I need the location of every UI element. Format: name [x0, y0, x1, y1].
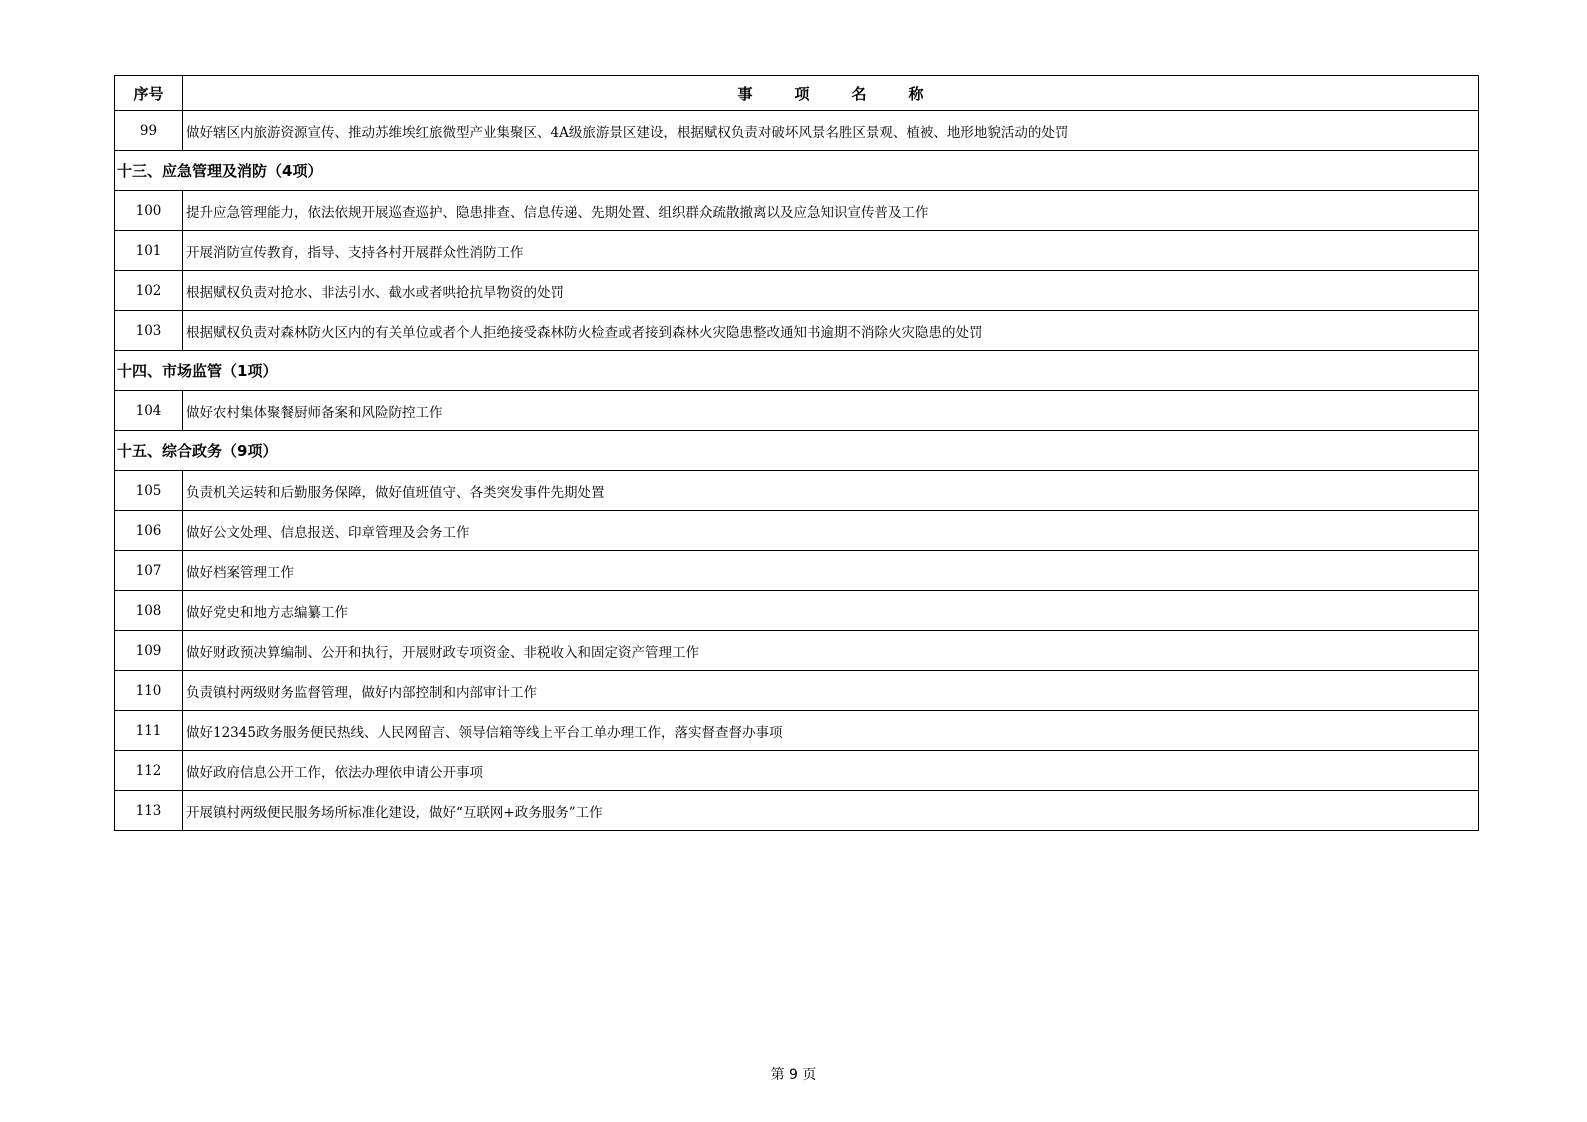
- item-number: 103: [115, 311, 183, 351]
- table-row: [115, 751, 1479, 791]
- item-name: 提升应急管理能力，依法依规开展巡查巡护、隐患排查、信息传递、先期处置、组织群众疏散撤离以及应急知识宣传普及工作: [183, 191, 1479, 231]
- item-number: 105: [115, 471, 183, 511]
- header-name-text: 事项名称: [737, 84, 966, 103]
- item-number: 102: [115, 271, 183, 311]
- section-row: [115, 351, 1479, 391]
- item-number: 100: [115, 191, 183, 231]
- table-row: [115, 551, 1479, 591]
- table-row: [115, 311, 1479, 351]
- table-row: [115, 631, 1479, 671]
- item-name: 做好农村集体聚餐厨师备案和风险防控工作: [183, 391, 1479, 431]
- matters-table-body: [115, 76, 1479, 831]
- item-name: 做好公文处理、信息报送、印章管理及会务工作: [183, 511, 1479, 551]
- item-name: 根据赋权负责对抢水、非法引水、截水或者哄抢抗旱物资的处罚: [183, 271, 1479, 311]
- table-row: [115, 231, 1479, 271]
- item-number: 108: [115, 591, 183, 631]
- item-number: 107: [115, 551, 183, 591]
- table-row: [115, 391, 1479, 431]
- item-number: 111: [115, 711, 183, 751]
- matters-table: [114, 75, 1479, 831]
- item-number: 99: [115, 111, 183, 151]
- table-row: [115, 271, 1479, 311]
- item-name: 做好辖区内旅游资源宣传、推动苏维埃红旅微型产业集聚区、4A级旅游景区建设，根据赋权负责对破坏风景名胜区景观、植被、地形地貌活动的处罚: [183, 111, 1479, 151]
- section-title: 十三、应急管理及消防（4项）: [115, 151, 1479, 191]
- table-row: [115, 671, 1479, 711]
- item-number: 113: [115, 791, 183, 831]
- item-name: 根据赋权负责对森林防火区内的有关单位或者个人拒绝接受森林防火检查或者接到森林火灾隐患整改通知书逾期不消除火灾隐患的处罚: [183, 311, 1479, 351]
- item-number: 106: [115, 511, 183, 551]
- header-name: [183, 76, 1479, 111]
- table-row: [115, 191, 1479, 231]
- item-name: 做好12345政务服务便民热线、人民网留言、领导信箱等线上平台工单办理工作，落实督查督办事项: [183, 711, 1479, 751]
- header-num: 序号: [115, 76, 183, 111]
- item-name: 做好党史和地方志编纂工作: [183, 591, 1479, 631]
- item-number: 112: [115, 751, 183, 791]
- item-name: 负责镇村两级财务监督管理，做好内部控制和内部审计工作: [183, 671, 1479, 711]
- table-row: [115, 511, 1479, 551]
- item-number: 109: [115, 631, 183, 671]
- item-name: 做好财政预决算编制、公开和执行，开展财政专项资金、非税收入和固定资产管理工作: [183, 631, 1479, 671]
- table-row: [115, 711, 1479, 751]
- table-row: [115, 471, 1479, 511]
- item-name: 开展镇村两级便民服务场所标准化建设，做好“互联网+政务服务”工作: [183, 791, 1479, 831]
- section-row: [115, 431, 1479, 471]
- item-name: 做好档案管理工作: [183, 551, 1479, 591]
- table-header-row: [115, 76, 1479, 111]
- table-row: [115, 111, 1479, 151]
- section-title: 十四、市场监管（1项）: [115, 351, 1479, 391]
- table-row: [115, 791, 1479, 831]
- section-title: 十五、综合政务（9项）: [115, 431, 1479, 471]
- table-row: [115, 591, 1479, 631]
- item-number: 101: [115, 231, 183, 271]
- item-name: 负责机关运转和后勤服务保障，做好值班值守、各类突发事件先期处置: [183, 471, 1479, 511]
- item-number: 104: [115, 391, 183, 431]
- page-number: 第 9 页: [770, 1067, 817, 1083]
- item-name: 做好政府信息公开工作，依法办理依申请公开事项: [183, 751, 1479, 791]
- item-name: 开展消防宣传教育，指导、支持各村开展群众性消防工作: [183, 231, 1479, 271]
- item-number: 110: [115, 671, 183, 711]
- section-row: [115, 151, 1479, 191]
